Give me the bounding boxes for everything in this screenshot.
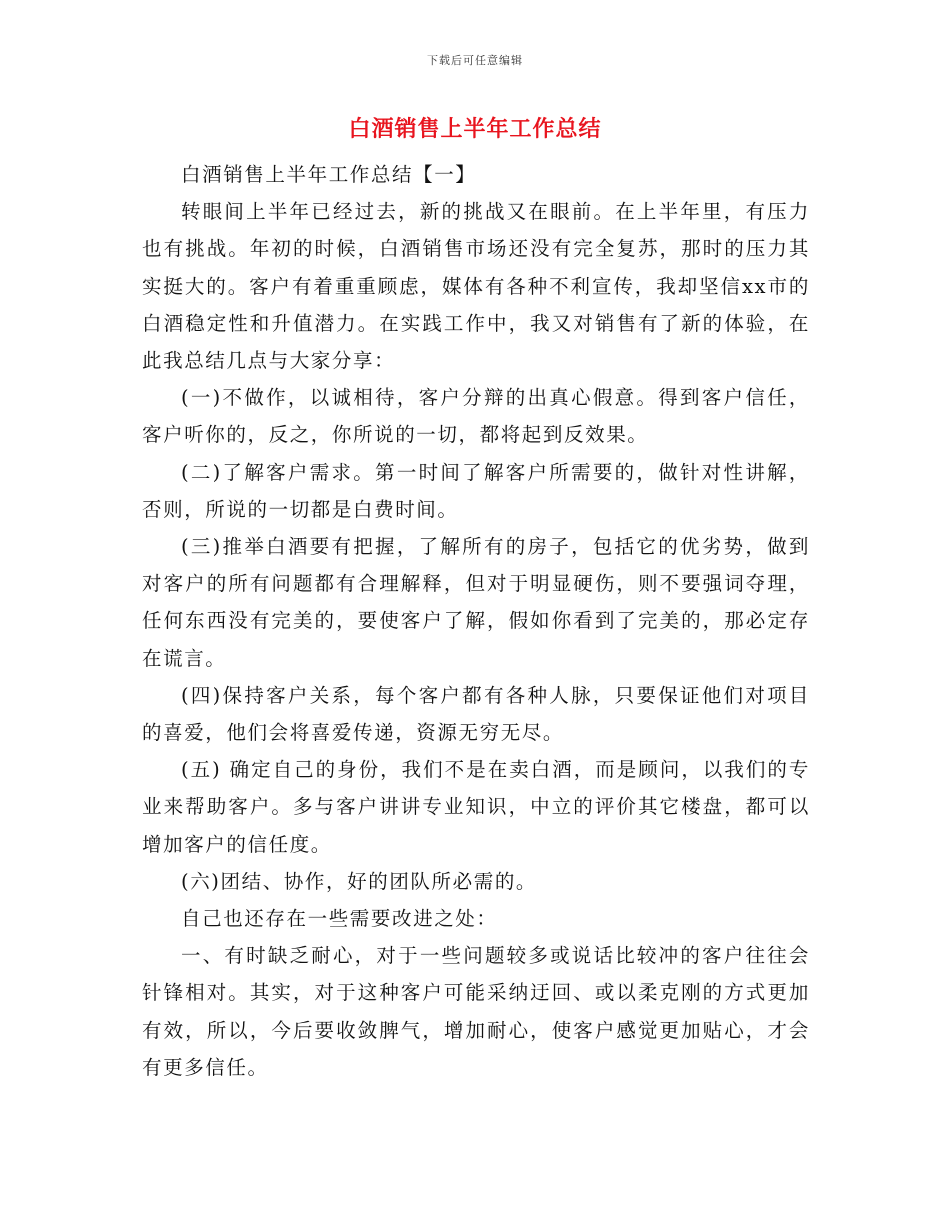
point-paragraph-5: (五) 确定自己的身份，我们不是在卖白酒，而是顾问，以我们的专业来帮助客户。多与客户讲讲专业知识，中立的评价其它楼盘，都可以增加客户的信任度。 bbox=[142, 758, 810, 856]
document-title: 白酒销售上半年工作总结 bbox=[348, 116, 602, 142]
header-note: 下载后可任意编辑 bbox=[427, 54, 523, 67]
improvement-paragraph-1: 一、有时缺乏耐心，对于一些问题较多或说话比较冲的客户往往会针锋相对。其实，对于这种客户可能采纳迂回、或以柔克刚的方式更加有效，所以，今后要收敛脾气，增加耐心，使客户感觉更加贴心，才会有更多信任。 bbox=[142, 944, 810, 1079]
point-paragraph-3: (三)推举白酒要有把握，了解所有的房子，包括它的优劣势，做到对客户的所有问题都有合理解释，但对于明显硬伤，则不要强词夺理，任何东西没有完美的，要使客户了解，假如你看到了完美的，那必定存在谎言。 bbox=[142, 535, 810, 670]
document-body bbox=[142, 156, 810, 1086]
point-paragraph-6: (六)团结、协作，好的团队所必需的。 bbox=[181, 869, 538, 893]
section-heading: 白酒销售上半年工作总结【一】 bbox=[181, 163, 477, 186]
point-paragraph-4: (四)保持客户关系，每个客户都有各种人脉，只要保证他们对项目的喜爱，他们会将喜爱传递，资源无穷无尽。 bbox=[142, 683, 810, 745]
point-paragraph-2: (二)了解客户需求。第一时间了解客户所需要的，做针对性讲解，否则，所说的一切都是白费时间。 bbox=[142, 460, 810, 521]
point-paragraph-1: (一)不做作，以诚相待，客户分辩的出真心假意。得到客户信任，客户听你的，反之，你所说的一切，都将起到反效果。 bbox=[142, 386, 810, 447]
improvement-heading: 自己也还存在一些需要改进之处： bbox=[181, 907, 498, 931]
intro-paragraph: 转眼间上半年已经过去，新的挑战又在眼前。在上半年里，有压力也有挑战。年初的时候，白酒销售市场还没有完全复苏，那时的压力其实挺大的。客户有着重重顾虑，媒体有各种不利宣传，我却坚信xx市的白酒稳定性和升值潜力。在实践工作中，我又对销售有了新的体验，在此我总结几点与大家分享： bbox=[142, 200, 810, 373]
